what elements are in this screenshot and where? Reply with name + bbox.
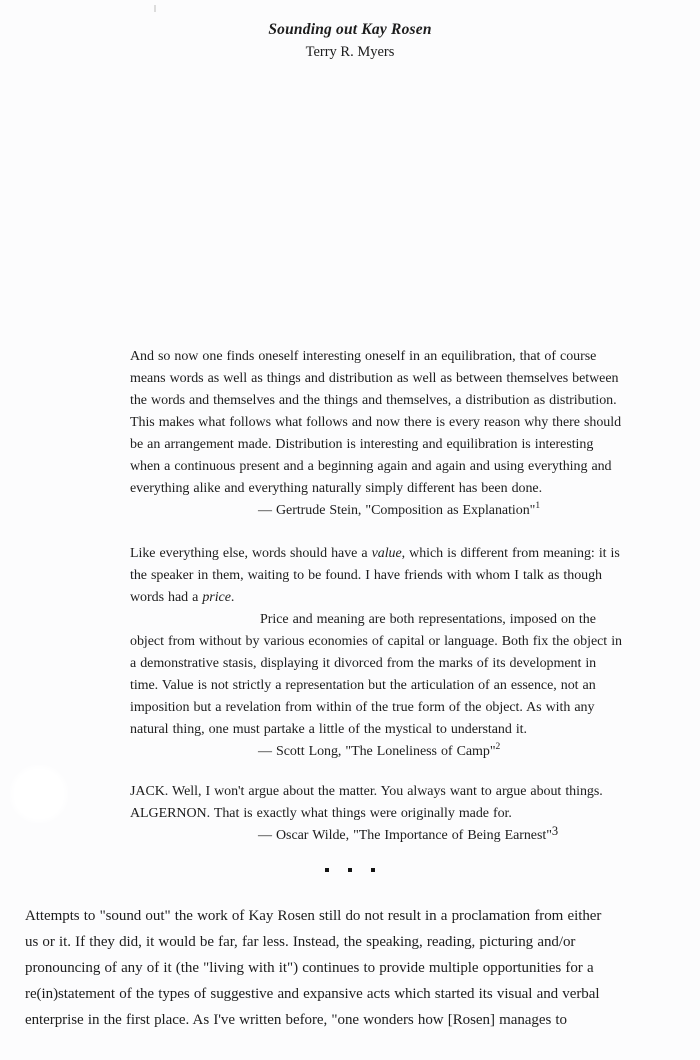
quote-line: natural thing, one must partake a little of the mystical to understand it. xyxy=(130,722,527,737)
quote-line: Price and meaning are both representations, imposed on the xyxy=(260,612,596,627)
quote-line: everything alike and everything naturally simply different has been done. xyxy=(130,481,543,496)
quote-line: a demonstrative stasis, displaying it divorced from the marks of its development in xyxy=(130,656,597,671)
section-separator-dots xyxy=(0,868,700,872)
quote-attribution: — Oscar Wilde, "The Importance of Being Earnest"3 xyxy=(258,824,559,843)
essay-title: Sounding out Kay Rosen xyxy=(268,21,432,38)
quote-line: the words and themselves and the things and themselves, a distribution as distribution. xyxy=(130,393,617,408)
footnote-number: 3 xyxy=(551,824,559,838)
epigraph-quote-wilde xyxy=(130,781,675,847)
quote-line: be an arrangement made. Distribution is interesting and equilibration is interesting xyxy=(130,437,594,452)
quote-line: ALGERNON. That is exactly what things were originally made for. xyxy=(130,806,512,821)
body-line: re(in)statement of the types of suggestive and expansive acts which started its visual and verbal xyxy=(25,986,600,1002)
quote-attribution: — Scott Long, "The Loneliness of Camp"$^2$ xyxy=(258,742,501,759)
quote-line: the speaker in them, waiting to be found. I have friends with whom I talk as though xyxy=(130,568,603,583)
body-paragraph xyxy=(25,903,685,1033)
footnote-number: 1 xyxy=(535,501,541,511)
quote-line: imposition but a revelation from within of the true form of the object. As with any xyxy=(130,700,595,715)
scan-artifact-speck xyxy=(154,5,156,12)
separator-dot xyxy=(325,868,329,872)
body-line: us or it. If they did, it would be far, far less. Instead, the speaking, reading, picturing and/or xyxy=(25,934,576,950)
epigraph-quote-long xyxy=(130,543,675,763)
quote-attribution: — Gertrude Stein, "Composition as Explanation"$^1$ xyxy=(258,501,541,518)
quote-line: time. Value is not strictly a representation but the articulation of an essence, not an xyxy=(130,678,596,693)
footnote-number: 2 xyxy=(495,742,501,752)
quote-line: means words as well as things and distribution as well as between themselves between xyxy=(130,371,619,386)
separator-dot xyxy=(371,868,375,872)
quote-line: And so now one finds oneself interesting oneself in an equilibration, that of course xyxy=(130,349,597,364)
epigraph-quote-stein xyxy=(130,346,675,522)
essay-author: Terry R. Myers xyxy=(305,44,395,60)
body-line: pronouncing of any of it (the "living with it") continues to provide multiple opportunities for a xyxy=(25,960,594,976)
quote-line: object from without by various economies of capital or language. Both fix the object in xyxy=(130,634,622,649)
quote-line: This makes what follows what follows and now there is every reason why there should xyxy=(130,415,622,430)
quote-line: Like everything else, words should have a value, which is different from meaning: it is xyxy=(130,546,620,561)
quote-line: JACK. Well, I won't argue about the matter. You always want to argue about things. xyxy=(130,784,603,799)
body-line: Attempts to "sound out" the work of Kay Rosen still do not result in a proclamation from either xyxy=(25,908,602,924)
quote-line: words had a price. xyxy=(130,590,235,605)
scan-artifact-circle xyxy=(15,770,63,818)
quote-line: when a continuous present and a beginning again and again and using everything and xyxy=(130,459,612,474)
separator-dot xyxy=(348,868,352,872)
body-line: enterprise in the first place. As I've written before, "one wonders how [Rosen] manages to xyxy=(25,1012,567,1028)
